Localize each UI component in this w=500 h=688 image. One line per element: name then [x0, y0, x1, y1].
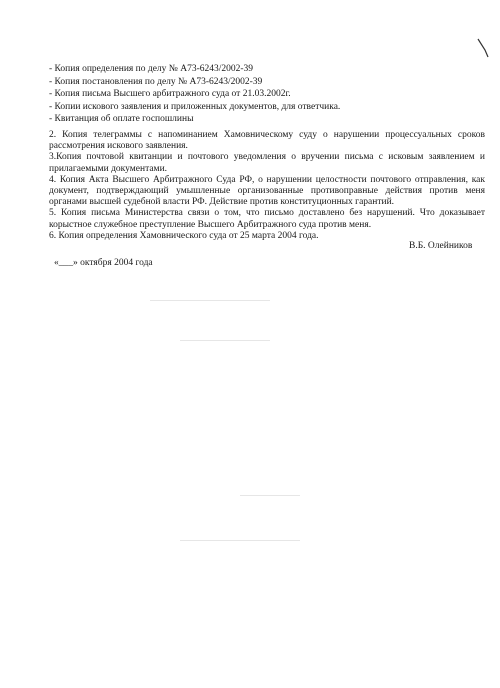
signature-name: В.Б. Олейников	[409, 241, 473, 251]
attachment-item: 3.Копия почтовой квитанции и почтового уведомления о вручении письма с исковым заявлением и прилагаемыми документами.	[49, 152, 485, 174]
pen-stroke-mark	[476, 38, 490, 58]
faint-bleed-through	[180, 540, 300, 541]
faint-bleed-through	[240, 495, 300, 496]
copies-list	[49, 63, 449, 126]
document-date: «___» октября 2004 года	[54, 258, 153, 268]
attachment-item: 6. Копия определения Хамовнического суда от 25 марта 2004 года.	[49, 230, 319, 241]
copy-item: - Копия письма Высшего арбитражного суда от 21.03.2002г.	[49, 89, 291, 100]
attachment-item: 2. Копия телеграммы с напоминанием Хамовническому суду о нарушении процессуальных сроков рассмотрения искового заявления.	[49, 130, 485, 152]
faint-bleed-through	[150, 300, 270, 301]
copy-item: - Копии искового заявления и приложенных документов, для ответчика.	[49, 101, 341, 112]
copy-item: - Квитанция об оплате госпошлины	[49, 114, 194, 125]
copy-item: - Копия определения по делу № А73-6243/2002-39	[49, 64, 254, 74]
copy-item: - Копия постановления по делу № А73-6243/2002-39	[49, 76, 263, 87]
faint-bleed-through	[180, 340, 270, 341]
attachment-item: 4. Копия Акта Высшего Арбитражного Суда РФ, о нарушении целостности почтового отправления, как документ, подтверждающий умышленные организованные противоправные действия против меня органами высшей судебной власти РФ. Действие против конституционных гарантий.	[49, 174, 485, 208]
attachments-list	[49, 130, 485, 242]
attachment-item: 5. Копия письма Министерства связи о том, что письмо доставлено без нарушений. Что доказывает корыстное служебное преступление Высшего Арбитражного суда против меня.	[49, 208, 485, 230]
